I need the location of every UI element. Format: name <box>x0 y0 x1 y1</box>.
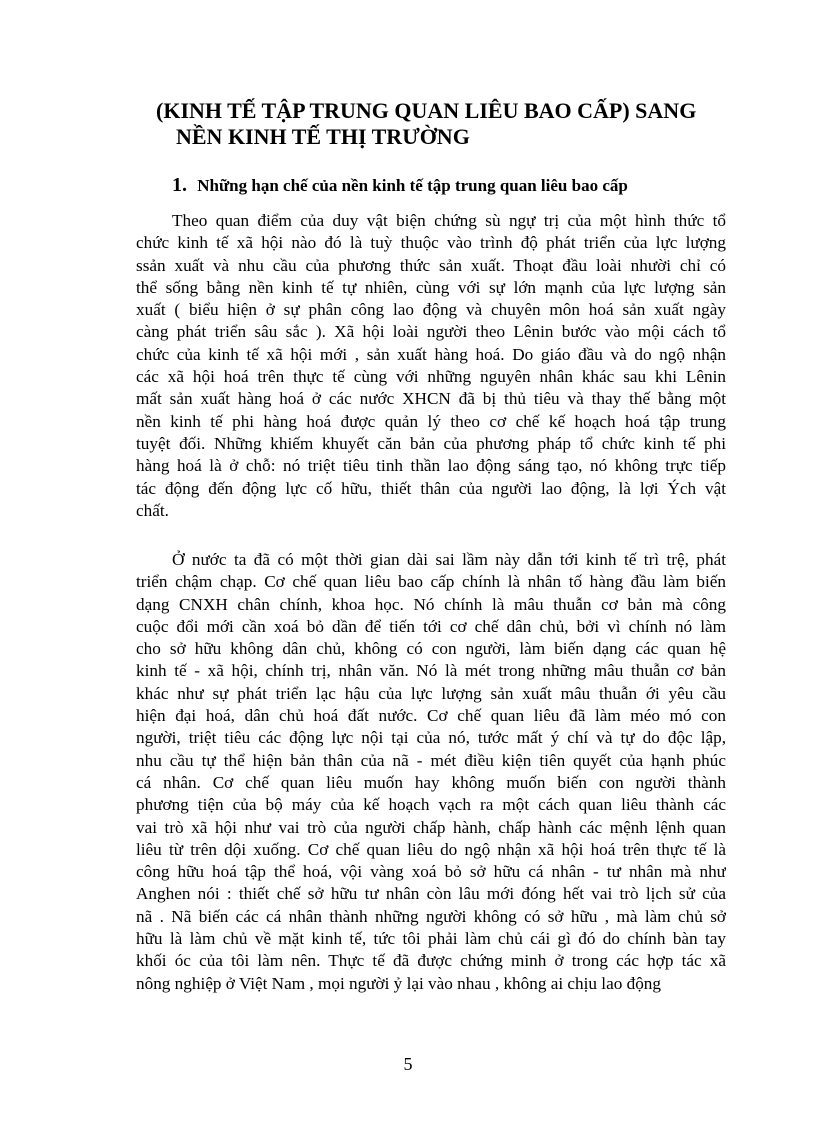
text-line: chức kinh tế xã hội nào đó là tuỳ thuộc vào trình độ phát triển của lực lượng <box>136 233 726 253</box>
text-line: nền kinh tế phi hàng hoá được quản lý theo cơ chế kế hoạch hoá tập trung <box>136 411 726 431</box>
text-line: chức của kinh tế xã hội mới , sản xuất hàng hoá. Do giáo đầu và do ngộ nhận <box>136 344 726 364</box>
text-line: công hữu hoá tập thể hoá, vội vàng xoá bỏ sở hữu cá nhân - tư nhân mà như <box>136 862 726 882</box>
text-line: cho sở hữu không dân chủ, không có con người, làm biến dạng các quan hệ <box>136 639 726 659</box>
text-line: Anghen nói : thiết chế sở hữu tư nhân còn lâu mới đóng hết vai trò lịch sử của <box>136 884 726 904</box>
text-line: kinh tế - xã hội, chính trị, nhân văn. Nó là mét trong những mâu thuẫn cơ bản <box>136 661 726 681</box>
text-line: liêu từ trên dội xuống. Cơ chế quan liêu do ngộ nhận xã hội hoá trên thực tế là <box>136 839 726 859</box>
text-line: ssản xuất và nhu cầu của phương thức sản xuất. Thoạt đầu loài nhười chỉ có <box>136 255 726 275</box>
text-line: nông nghiệp ở Việt Nam , mọi người ỷ lại vào nhau , không ai chịu lao động <box>136 973 661 993</box>
text-line: mất sản xuất hàng hoá ở các nước XHCN đã bị thủ tiêu và thay thế bằng một <box>136 389 726 409</box>
text-line: hữu là làm chủ về mặt kinh tế, tức tôi phải làm chủ cái gì đó do chính bàn tay <box>136 929 726 949</box>
text-line: khác như sự phát triển lạc hậu của lực lượng sản xuất mâu thuẫn ới yêu cầu <box>136 683 726 703</box>
text-line: cuộc đổi mới cần xoá bỏ dần để tiến tới cơ chế dân chủ, bởi vì chính nó làm <box>136 616 726 636</box>
text-line: khối óc của tôi làm nên. Thực tế đã được chứng minh ở trong các hợp tác xã <box>136 951 726 971</box>
section-number: 1. <box>172 174 187 196</box>
text-line: vai trò xã hội như vai trò của người chấp hành, chấp hành các mệnh lệnh quan <box>136 817 726 837</box>
page-number: 5 <box>403 1054 413 1074</box>
document-title <box>156 98 726 150</box>
text-line: các xã hội hoá trên thực tế cùng với những nguyên nhân khác sau khi Lênin <box>136 367 726 387</box>
section-heading-text: Những hạn chế của nền kinh tế tập trung quan liêu bao cấp <box>197 176 628 195</box>
text-line: hàng hoá là ở chỗ: nó triệt tiêu tinh thần lao động sáng tạo, nó không trực tiếp <box>136 456 726 476</box>
text-line: tuyệt đối. Những khiếm khuyết căn bản của phương pháp tổ chức kinh tế phi <box>136 433 726 453</box>
text-line: thể sống bằng nền kinh tế tự nhiên, cùng với sự lớn mạnh của lực lượng sản <box>136 277 726 297</box>
paragraph-2 <box>136 549 726 995</box>
text-line: xuất ( biểu hiện ở sự phân công lao động và chuyên môn hoá sản xuất ngày <box>136 300 726 320</box>
text-line: phương tiện của bộ máy của kế hoạch vạch ra một cách quan liêu thành các <box>136 795 726 815</box>
title-line-1: (KINH TẾ TẬP TRUNG QUAN LIÊU BAO CẤP) SANG <box>156 98 697 123</box>
text-line: chất. <box>136 500 169 520</box>
title-line-2: NỀN KINH TẾ THỊ TRƯỜNG <box>176 124 470 149</box>
text-line: cá nhân. Cơ chế quan liêu muốn hay không muốn biến con người thành <box>136 772 726 792</box>
text-line: Ở nước ta đã có một thời gian dài sai lầm này dẫn tới kinh tế trì trệ, phát <box>172 550 726 569</box>
text-line: người, triệt tiêu các động lực nội tại của nó, tước mất ý chí và tự do độc lập, <box>136 728 726 748</box>
text-line: hiện đại hoá, dân chủ hoá đất nước. Cơ chế quan liêu đã làm méo mó con <box>136 706 726 726</box>
text-line: dạng CNXH chân chính, khoa học. Nó chính là mâu thuẫn cơ bản mà công <box>136 594 726 614</box>
section-heading <box>172 174 732 197</box>
text-line: càng phát triển sâu sắc ). Xã hội loài người theo Lênin bước vào mội cách tổ <box>136 322 726 342</box>
text-line: tác động đến động lực cố hữu, thiết thân của người lao động, là lợi Ých vật <box>136 478 726 498</box>
text-line: Theo quan điểm của duy vật biện chứng sù ngự trị của một hình thức tổ <box>172 211 726 230</box>
text-line: triển chậm chạp. Cơ chế quan liêu bao cấp chính là nhân tố hàng đầu làm biến <box>136 572 726 592</box>
text-line: nã . Nã biến các cá nhân thành những người không có sở hữu , mà làm chủ sở <box>136 906 726 926</box>
text-line: nhu cầu tự thể hiện bản thân của nã - mét điều kiện tiên quyết của hạnh phúc <box>136 750 726 770</box>
paragraph-1 <box>136 210 726 522</box>
